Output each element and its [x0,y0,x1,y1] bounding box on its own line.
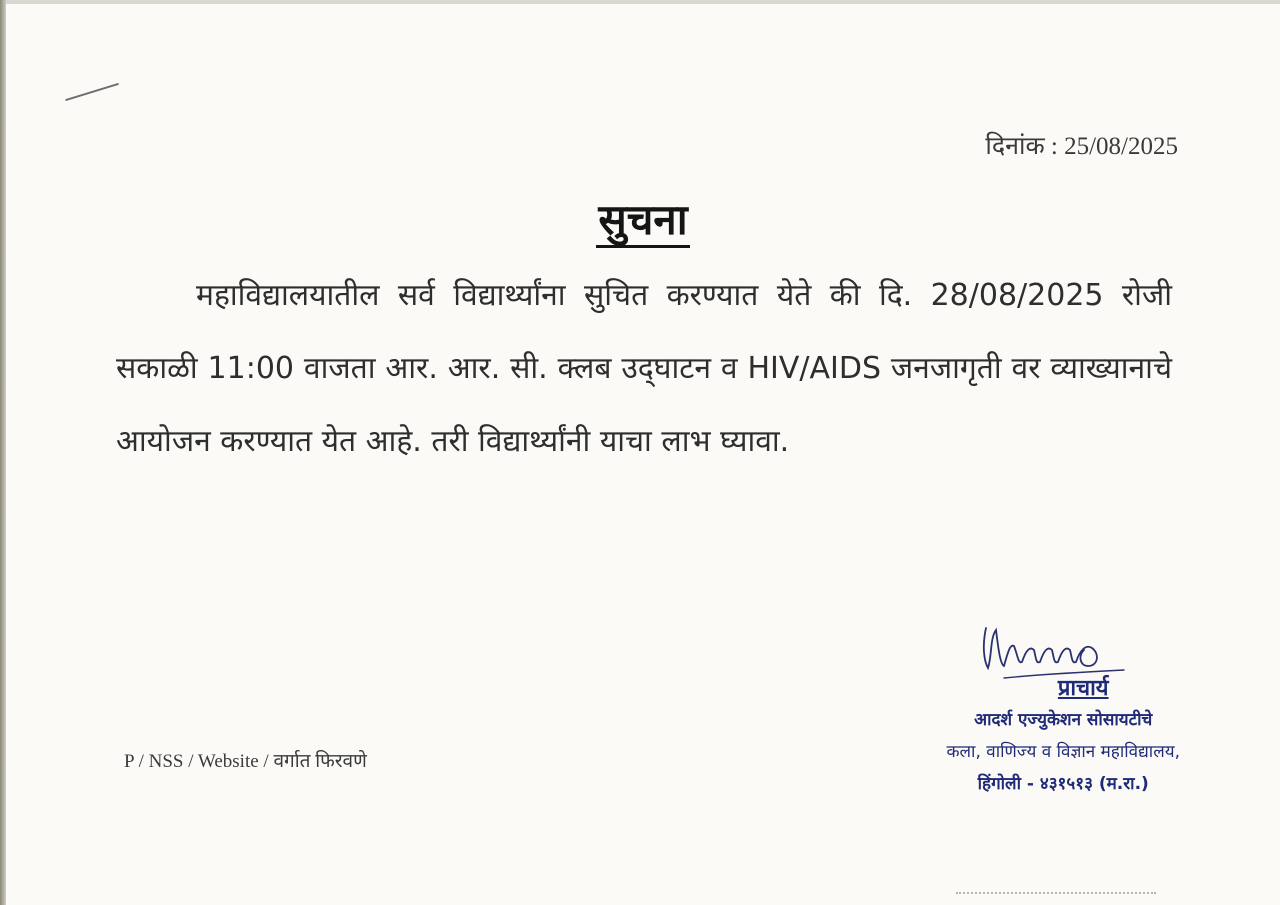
notice-body: महाविद्यालयातील सर्व विद्यार्थ्यांना सुचित करण्यात येते की दि. 28/08/2025 रोजी सकाळी 11:00 वाजता आर. आर. सी. क्लब उद्‌घाटन व HIV/AIDS जनजागृती वर व्याख्यानाचे आयोजन करण्यात येत आहे. तरी विद्यार्थ्यांनी याचा लाभ घ्यावा. [116,278,1172,459]
notice-title-text: सुचना [596,195,689,248]
notice-title [6,190,1280,247]
distribution-list: P / NSS / Website / वर्गात फिरवणे [124,751,367,772]
stamp-college: कला, वाणिज्य व विज्ञान महाविद्यालय, [946,742,1180,762]
stamp-organization: आदर्श एज्युकेशन सोसायटीचे [974,710,1153,730]
pen-mark [65,83,119,101]
notice-page [6,4,1280,905]
stamp-designation: प्राचार्य [1057,676,1109,701]
principal-stamp [946,674,1180,800]
date-line: दिनांक : 25/08/2025 [985,133,1178,160]
bottom-edge-marks [956,892,1156,904]
stamp-address: हिंगोली - ४३१५१३ (म.रा.) [977,774,1149,794]
